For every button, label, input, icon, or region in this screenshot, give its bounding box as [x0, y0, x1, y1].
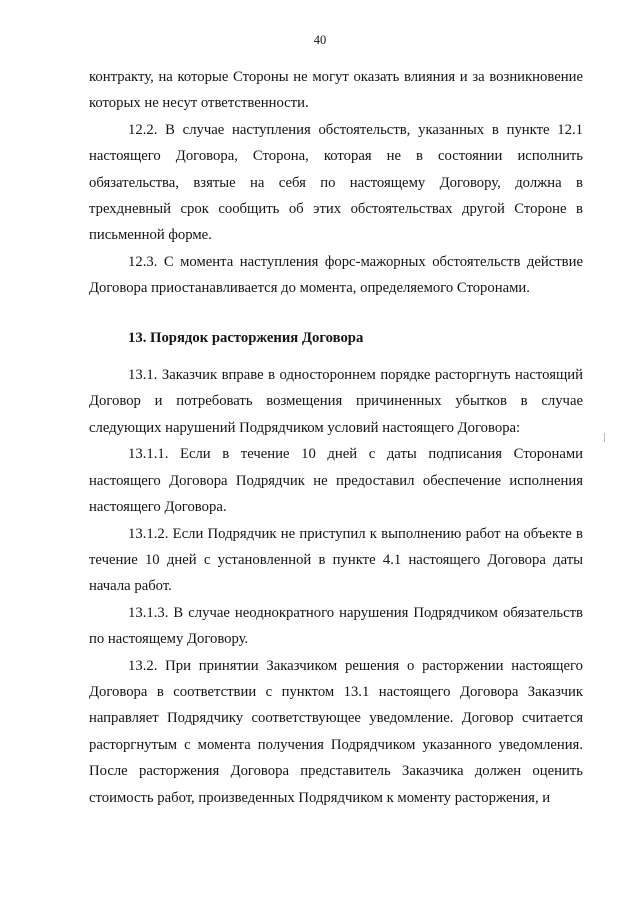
- paragraph-13-1-2: 13.1.2. Если Подрядчик не приступил к выполнению работ на объекте в течение 10 дней с установленной в пункте 4.1 настоящего Договора даты начала работ.: [89, 525, 583, 595]
- heading-spacer: [89, 351, 583, 362]
- paragraph-13-1-1: 13.1.1. Если в течение 10 дней с даты подписания Сторонами настоящего Договора Подрядчик не предоставил обеспечение исполнения настоящего Договора.: [89, 446, 583, 516]
- paragraph-13-2: 13.2. При принятии Заказчиком решения о расторжении настоящего Договора в соответствии с пунктом 13.1 настоящего Договора Заказчик направляет Подрядчику соответствующее уведомление. Договор считается расторгнутым с момента получения Подрядчиком указанного уведомления. После расторжения Договора представитель Заказчика должен оценить стоимость работ, произведенных Подрядчиком к моменту расторжения, и: [89, 657, 583, 806]
- paragraph-13-1-3: 13.1.3. В случае неоднократного нарушения Подрядчиком обязательств по настоящему Договору.: [89, 604, 583, 648]
- paragraph-12-2: 12.2. В случае наступления обстоятельств, указанных в пункте 12.1 настоящего Договора, Сторона, которая не в состоянии исполнить обязательства, взятые на себя по настоящему Договору, должна в трехдневный срок сообщить об этих обстоятельствах другой Стороне в письменной форме.: [89, 121, 583, 244]
- document-body: [89, 64, 583, 811]
- paragraph-12-3: 12.3. С момента наступления форс-мажорных обстоятельств действие Договора приостанавливается до момента, определяемого Сторонами.: [89, 253, 583, 297]
- section-13-heading: 13. Порядок расторжения Договора: [128, 329, 364, 346]
- paragraph-13-1: 13.1. Заказчик вправе в одностороннем порядке расторгнуть настоящий Договор и потребовать возмещения причиненных убытков в случае следующих нарушений Подрядчиком условий настоящего Договора:: [89, 367, 583, 436]
- scan-artifact-mark: [604, 433, 605, 442]
- paragraph-12-1-continuation: контракту, на которые Стороны не могут оказать влияния и за возникновение которых не несут ответственности.: [89, 69, 583, 112]
- page-number: 40: [313, 33, 327, 47]
